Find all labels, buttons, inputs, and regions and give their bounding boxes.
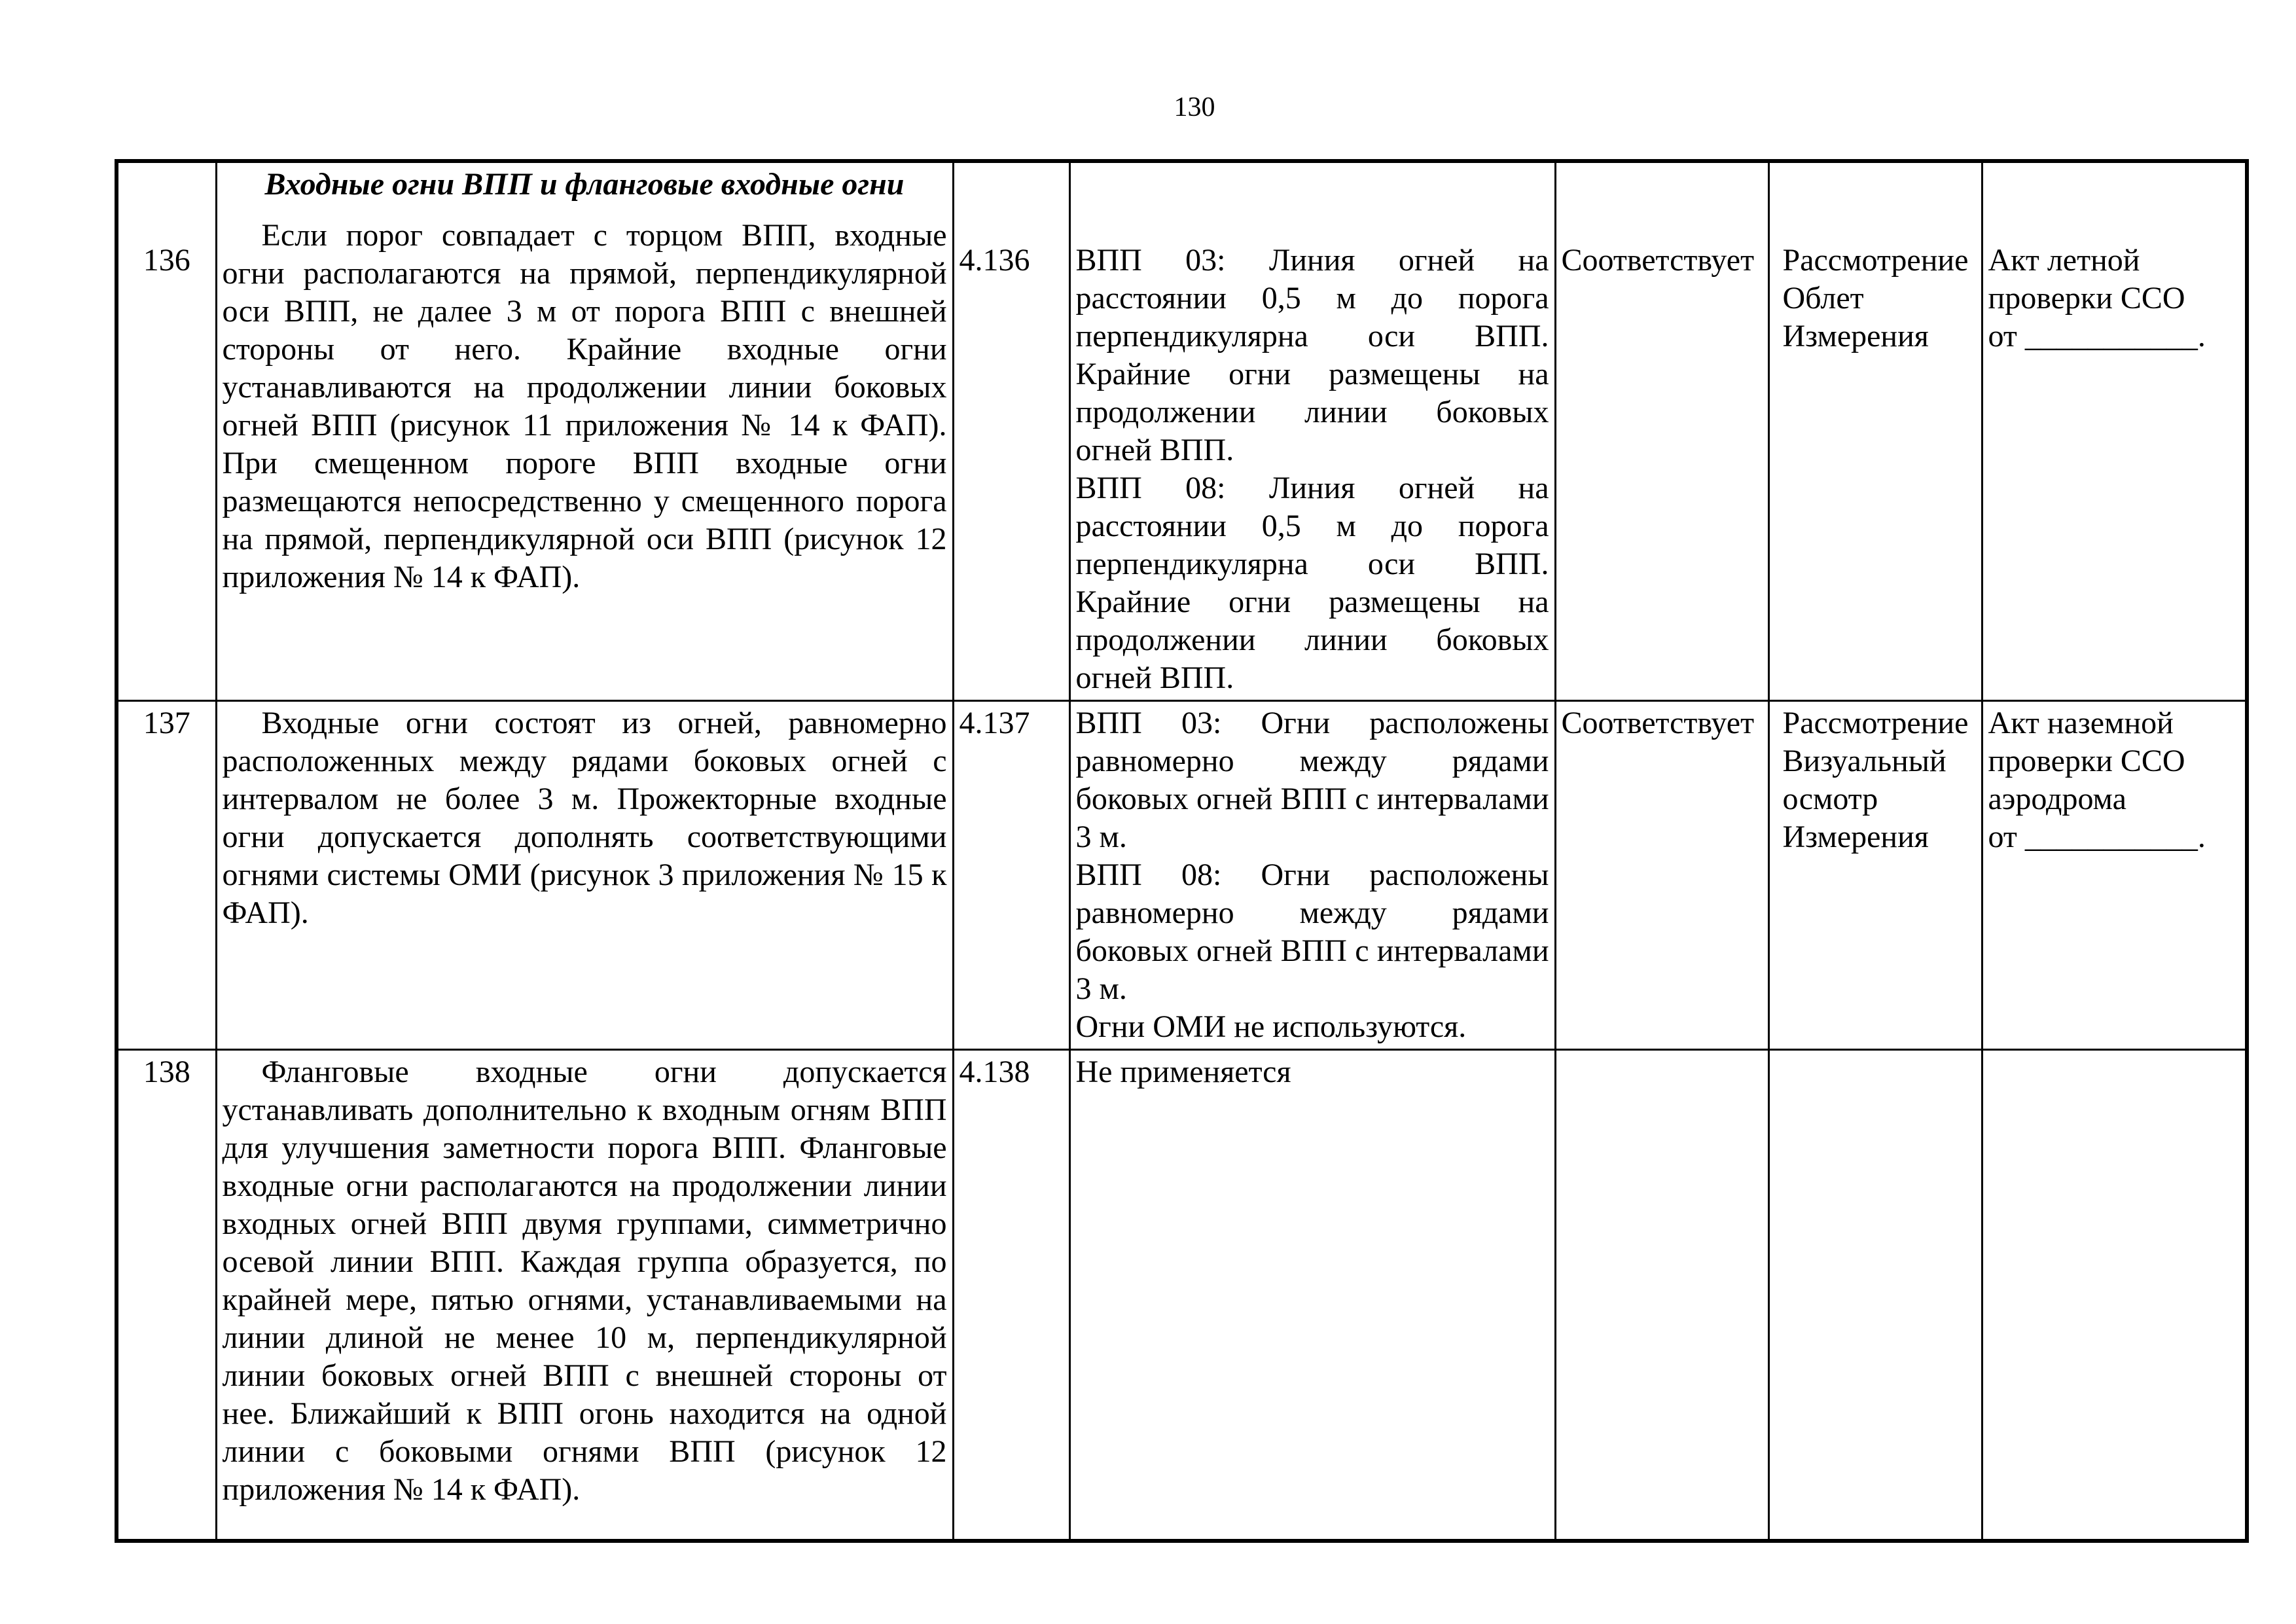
statement-line: ВПП 03: Линия огней на расстоянии 0,5 м до порога перпендикулярна оси ВПП. Крайние огни размещены на продолжении линии боковых огней ВПП.: [1075, 243, 1549, 467]
statement-line: Не применяется: [1075, 1055, 1291, 1089]
method-cell: [1768, 161, 1982, 701]
document-line: от ___________.: [1988, 820, 2206, 854]
document-line: проверки ССО: [1988, 744, 2185, 778]
requirement-cell: [216, 1050, 953, 1541]
requirement-cell: [216, 161, 953, 701]
requirement-cell: [216, 701, 953, 1050]
requirements-table: [115, 159, 2249, 1543]
document-cell: [1982, 1050, 2247, 1541]
document-line: от ___________.: [1988, 319, 2206, 353]
compliance-cell: [1555, 1050, 1768, 1541]
table-row: [117, 701, 2247, 1050]
statement-cell: [1069, 1050, 1555, 1541]
method-item: Облет: [1782, 281, 1864, 316]
method-item: Визуальный: [1782, 744, 1946, 778]
method-cell: [1768, 701, 1982, 1050]
requirement-text: Входные огни состоят из огней, равномерно расположенных между рядами боковых огней с интервалом не более 3 м. Прожекторные входные огни допускается дополнять соответствующими огнями системы ОМИ (рисунок 3 приложения № 15 к ФАП).: [222, 706, 947, 930]
clause-cell: 4.137: [953, 701, 1069, 1050]
statement-cell: [1069, 161, 1555, 701]
table-row: [117, 1050, 2247, 1541]
compliance-cell: [1555, 161, 1768, 701]
document-line: аэродрома: [1988, 782, 2126, 816]
page-number: 130: [1174, 92, 1215, 122]
statement-line: ВПП 08: Линия огней на расстоянии 0,5 м до порога перпендикулярна оси ВПП. Крайние огни размещены на продолжении линии боковых огней ВПП.: [1075, 471, 1549, 695]
document-line: проверки ССО: [1988, 281, 2185, 316]
method-item: Измерения: [1782, 319, 1929, 353]
row-number: 138: [117, 1050, 216, 1541]
document-cell: [1982, 161, 2247, 701]
compliance-status: Соответствует: [1561, 706, 1755, 740]
row-number: 136: [117, 161, 216, 701]
clause-cell: 4.138: [953, 1050, 1069, 1541]
statement-line: ВПП 03: Огни расположены равномерно между рядами боковых огней ВПП с интервалами 3 м.: [1075, 706, 1549, 854]
statement-line: Огни ОМИ не используются.: [1075, 1009, 1467, 1044]
method-item: Измерения: [1782, 820, 1929, 854]
table-row: [117, 161, 2247, 701]
statement-cell: [1069, 701, 1555, 1050]
compliance-cell: [1555, 701, 1768, 1050]
method-item: Рассмотрение: [1782, 243, 1969, 278]
document-cell: [1982, 701, 2247, 1050]
clause-cell: 4.136: [953, 161, 1069, 701]
row-number: 137: [117, 701, 216, 1050]
compliance-status: Соответствует: [1561, 243, 1755, 278]
method-cell: [1768, 1050, 1982, 1541]
requirement-text: Если порог совпадает с торцом ВПП, входные огни располагаются на прямой, перпендикулярной оси ВПП, не далее 3 м от порога ВПП с внешней стороны от него. Крайние входные огни устанавливаются на продолжении линии боковых огней ВПП (рисунок 11 приложения № 14 к ФАП). При смещенном пороге ВПП входные огни размещаются непосредственно у смещенного порога на прямой, перпендикулярной оси ВПП (рисунок 12 приложения № 14 к ФАП).: [222, 218, 947, 594]
requirement-text: Фланговые входные огни допускается устанавливать дополнительно к входным огням ВПП для улучшения заметности порога ВПП. Фланговые входные огни располагаются на продолжении линии входных огней ВПП двумя группами, симметрично осевой линии ВПП. Каждая группа образуется, по крайней мере, пятью огнями, устанавливаемыми на линии длиной не менее 10 м, перпендикулярной линии боковых огней ВПП с внешней стороны от нее. Ближайший к ВПП огонь находится на одной линии с боковыми огнями ВПП (рисунок 12 приложения № 14 к ФАП).: [222, 1055, 947, 1507]
document-line: Акт наземной: [1988, 706, 2174, 740]
statement-line: ВПП 08: Огни расположены равномерно между рядами боковых огней ВПП с интервалами 3 м.: [1075, 857, 1549, 1006]
method-item: Рассмотрение: [1782, 706, 1969, 740]
document-line: Акт летной: [1988, 243, 2140, 278]
method-item: осмотр: [1782, 782, 1878, 816]
section-heading: Входные огни ВПП и фланговые входные огни: [264, 167, 905, 202]
